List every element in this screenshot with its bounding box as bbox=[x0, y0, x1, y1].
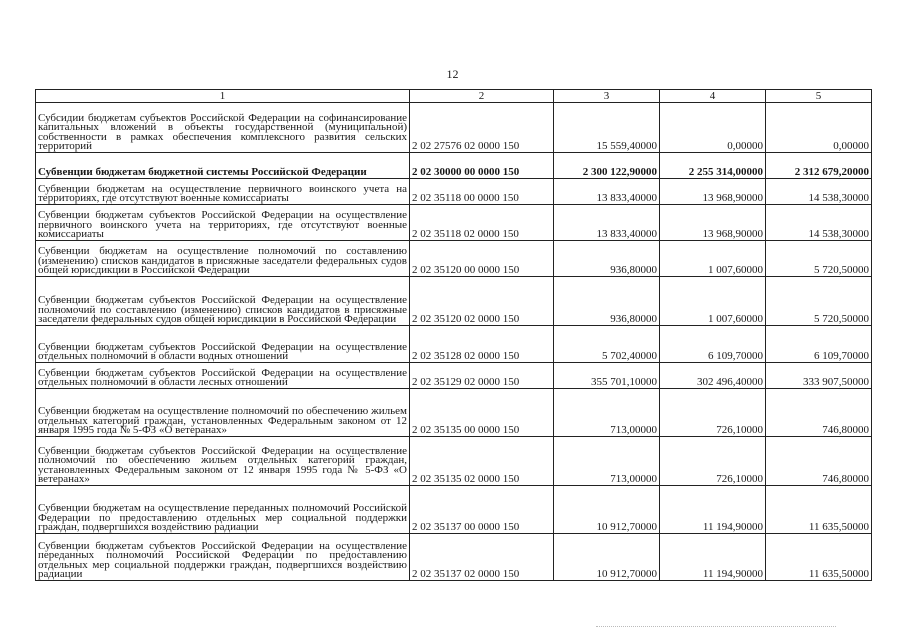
row-code: 2 02 35120 02 0000 150 bbox=[410, 277, 554, 326]
row-value-2: 13 968,90000 bbox=[660, 205, 766, 241]
row-value-1: 15 559,40000 bbox=[554, 103, 660, 153]
table-row-total bbox=[36, 153, 872, 179]
row-code: 2 02 35135 02 0000 150 bbox=[410, 437, 554, 486]
table-row bbox=[36, 179, 872, 205]
row-code: 2 02 35118 00 0000 150 bbox=[410, 179, 554, 205]
row-value-2: 1 007,60000 bbox=[660, 277, 766, 326]
row-code: 2 02 35120 00 0000 150 bbox=[410, 241, 554, 277]
row-value-1: 2 300 122,90000 bbox=[554, 153, 660, 179]
row-name: Субвенции бюджетам на осуществление полномочий по составлению (изменению) списков кандидатов в присяжные заседатели федеральных судов общей юрисдикции в Российской Федерации bbox=[36, 241, 410, 277]
row-value-3: 0,00000 bbox=[766, 103, 872, 153]
table-row bbox=[36, 277, 872, 326]
column-header-year-1: 3 bbox=[554, 90, 660, 103]
row-value-3: 14 538,30000 bbox=[766, 179, 872, 205]
table-row bbox=[36, 241, 872, 277]
row-code: 2 02 35129 02 0000 150 bbox=[410, 363, 554, 389]
row-name: Субсидии бюджетам субъектов Российской Федерации на софинансирование капитальных вложений в объекты государственной (муниципальной) собственности в рамках обеспечения комплексного развития сельских территорий bbox=[36, 103, 410, 153]
row-name: Субвенции бюджетам субъектов Российской Федерации на осуществление первичного воинского учета на территориях, где отсутствуют военные комиссариаты bbox=[36, 205, 410, 241]
row-name: Субвенции бюджетам субъектов Российской Федерации на осуществление отдельных полномочий в области водных отношений bbox=[36, 326, 410, 363]
row-value-3: 14 538,30000 bbox=[766, 205, 872, 241]
row-name: Субвенции бюджетам субъектов Российской Федерации на осуществление полномочий по обеспечению жильем отдельных категорий граждан, установленных Федеральным законом от 12 января 1995 года № 5-ФЗ «О ветеранах» bbox=[36, 437, 410, 486]
row-name: Субвенции бюджетам субъектов Российской Федерации на осуществление полномочий по составлению (изменению) списков кандидатов в присяжные заседатели федеральных судов общей юрисдикции в Российской Федерации bbox=[36, 277, 410, 326]
row-code: 2 02 35118 02 0000 150 bbox=[410, 205, 554, 241]
budget-revenue-table bbox=[35, 89, 872, 581]
table-row bbox=[36, 363, 872, 389]
row-name: Субвенции бюджетам субъектов Российской Федерации на осуществление переданных полномочий Российской Федерации по предоставлению отдельных мер социальной поддержки граждан, подвергшихся воздействию радиации bbox=[36, 534, 410, 581]
table-row bbox=[36, 534, 872, 581]
row-value-2: 6 109,70000 bbox=[660, 326, 766, 363]
row-code: 2 02 35137 02 0000 150 bbox=[410, 534, 554, 581]
row-value-2: 726,10000 bbox=[660, 389, 766, 437]
row-value-3: 333 907,50000 bbox=[766, 363, 872, 389]
row-value-1: 355 701,10000 bbox=[554, 363, 660, 389]
row-value-2: 2 255 314,00000 bbox=[660, 153, 766, 179]
table-row bbox=[36, 205, 872, 241]
row-value-2: 726,10000 bbox=[660, 437, 766, 486]
row-value-2: 1 007,60000 bbox=[660, 241, 766, 277]
row-name: Субвенции бюджетам субъектов Российской Федерации на осуществление отдельных полномочий в области лесных отношений bbox=[36, 363, 410, 389]
row-code: 2 02 35137 00 0000 150 bbox=[410, 486, 554, 534]
column-header-year-3: 5 bbox=[766, 90, 872, 103]
column-header-code: 2 bbox=[410, 90, 554, 103]
row-value-2: 11 194,90000 bbox=[660, 486, 766, 534]
table-row bbox=[36, 437, 872, 486]
table-row bbox=[36, 389, 872, 437]
row-value-2: 0,00000 bbox=[660, 103, 766, 153]
row-value-1: 936,80000 bbox=[554, 241, 660, 277]
row-code: 2 02 27576 02 0000 150 bbox=[410, 103, 554, 153]
row-value-1: 713,00000 bbox=[554, 389, 660, 437]
row-value-2: 13 968,90000 bbox=[660, 179, 766, 205]
column-header-year-2: 4 bbox=[660, 90, 766, 103]
row-value-1: 713,00000 bbox=[554, 437, 660, 486]
row-value-3: 11 635,50000 bbox=[766, 534, 872, 581]
table-row bbox=[36, 486, 872, 534]
row-value-3: 5 720,50000 bbox=[766, 241, 872, 277]
row-value-1: 13 833,40000 bbox=[554, 205, 660, 241]
row-value-2: 11 194,90000 bbox=[660, 534, 766, 581]
page-number: 12 bbox=[446, 67, 459, 81]
row-value-1: 13 833,40000 bbox=[554, 179, 660, 205]
row-value-1: 5 702,40000 bbox=[554, 326, 660, 363]
row-value-2: 302 496,40000 bbox=[660, 363, 766, 389]
table-row bbox=[36, 103, 872, 153]
column-header-name: 1 bbox=[36, 90, 410, 103]
row-value-3: 746,80000 bbox=[766, 389, 872, 437]
table-header-row bbox=[36, 90, 872, 103]
row-value-3: 746,80000 bbox=[766, 437, 872, 486]
row-value-1: 936,80000 bbox=[554, 277, 660, 326]
row-value-3: 5 720,50000 bbox=[766, 277, 872, 326]
scan-artifact-divider bbox=[596, 626, 836, 629]
row-code: 2 02 30000 00 0000 150 bbox=[410, 153, 554, 179]
row-value-3: 6 109,70000 bbox=[766, 326, 872, 363]
row-value-3: 2 312 679,20000 bbox=[766, 153, 872, 179]
row-name: Субвенции бюджетам на осуществление первичного воинского учета на территориях, где отсутствуют военные комиссариаты bbox=[36, 179, 410, 205]
row-code: 2 02 35128 02 0000 150 bbox=[410, 326, 554, 363]
row-value-1: 10 912,70000 bbox=[554, 486, 660, 534]
row-code: 2 02 35135 00 0000 150 bbox=[410, 389, 554, 437]
row-name: Субвенции бюджетам бюджетной системы Российской Федерации bbox=[36, 153, 410, 179]
row-name: Субвенции бюджетам на осуществление полномочий по обеспечению жильем отдельных категорий граждан, установленных Федеральным законом от 12 января 1995 года № 5-ФЗ «О ветеранах» bbox=[36, 389, 410, 437]
row-value-1: 10 912,70000 bbox=[554, 534, 660, 581]
table-row bbox=[36, 326, 872, 363]
row-name: Субвенции бюджетам на осуществление переданных полномочий Российской Федерации по предоставлению отдельных мер социальной поддержки граждан, подвергшихся воздействию радиации bbox=[36, 486, 410, 534]
row-value-3: 11 635,50000 bbox=[766, 486, 872, 534]
